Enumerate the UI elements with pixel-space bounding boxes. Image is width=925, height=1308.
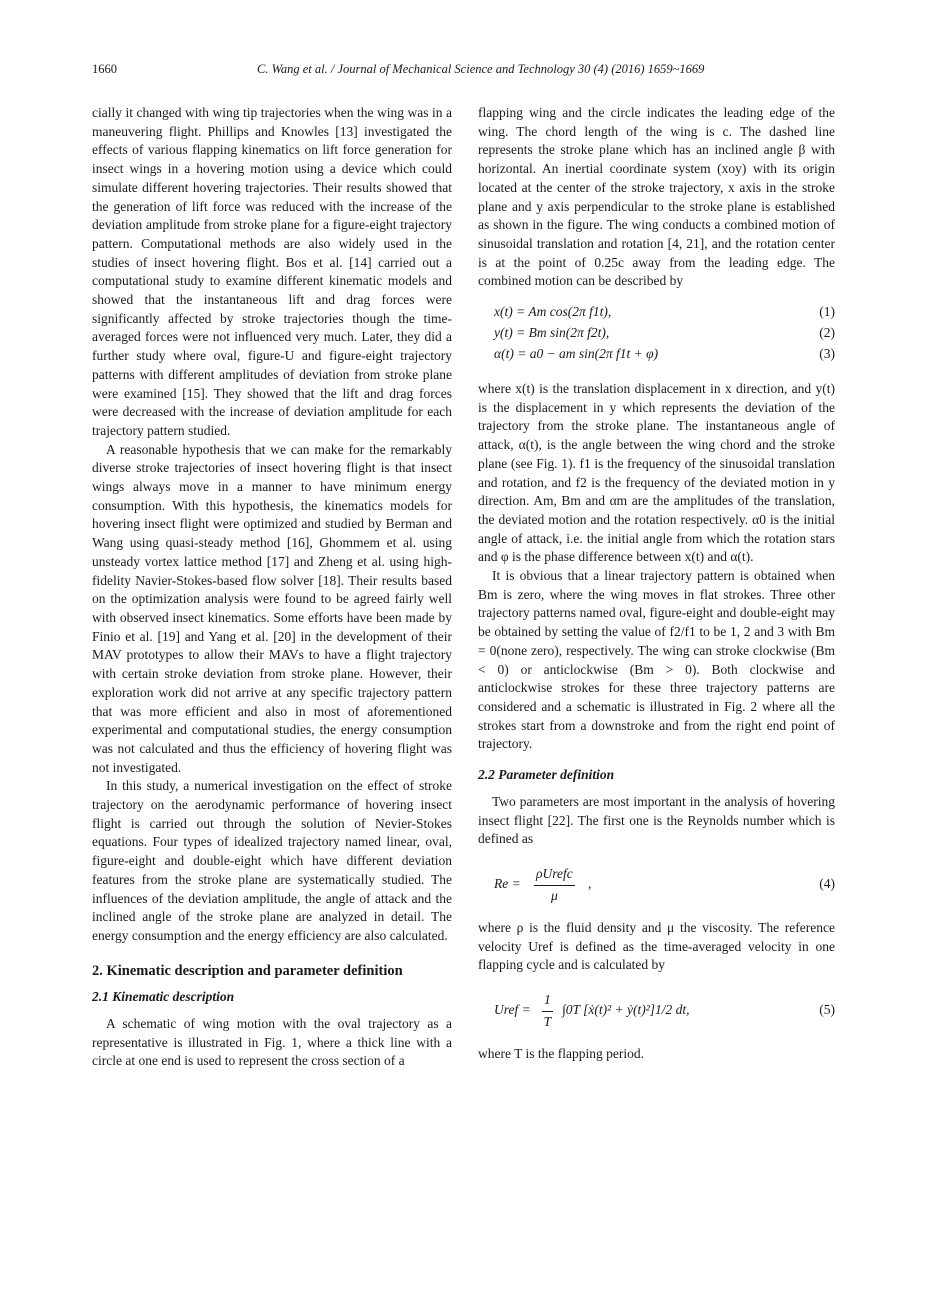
- equation-body: ∫0T [ẋ(t)² + ẏ(t)²]1/2 dt,: [562, 1002, 690, 1018]
- equation-number: (1): [819, 304, 835, 320]
- paragraph: A reasonable hypothesis that we can make for the remarkably diverse stroke trajectories of insect hovering flight is that insect wings always move in a manner to have minimum energy consumption. With this hypothesis, the kinematics models for hovering insect flight were optimized and studied by Berman and Wang using quasi-steady method [16], Ghommem et al. using unsteady vortex lattice method [17] and Zheng et al. using high-fidelity Navier-Stokes-based flow solver [18]. Their results based on the optimization analysis were found to be agreed fairly well with observed insect kinematics. Some efforts have been made by Finio et al. [19] and Yang et al. [20] in the development of their MAV prototypes to allow their MAVs to have a flight trajectory with certain stroke deviation from stroke plane. However, their exploration work did not arrive at any specific trajectory pattern that was more efficient and also in most of aforementioned experimental and computational studies, the energy consumption was not calculated and thus the efficiency of hovering flight was not investigated.: [92, 441, 452, 775]
- equation-2: [478, 324, 835, 345]
- fraction-denominator: T: [543, 1013, 552, 1029]
- subsection-heading: 2.1 Kinematic description: [92, 989, 235, 1005]
- paragraph: flapping wing and the circle indicates the leading edge of the wing. The chord length of the wing is c. The dashed line represents the stroke plane which has an inclined angle β with horizontal. An inertial coordinate system (xoy) with its origin located at the center of the stroke trajectory, x axis in the stroke plane and y axis perpendicular to the stroke plane is established as shown in the figure. The wing conducts a combined motion of sinusoidal translation and rotation [4, 21], and the rotation center is at the point of 0.25c away from the leading edge. The combined motion can be described by: [478, 105, 835, 289]
- equation-body: x(t) = Am cos(2π f1t),: [494, 304, 612, 320]
- subsection-heading: 2.2 Parameter definition: [478, 767, 615, 783]
- equation-number: (4): [819, 875, 835, 891]
- equation-1: [478, 303, 835, 324]
- equation-block: [478, 303, 835, 366]
- equation-number: (3): [819, 346, 835, 362]
- paragraph: cially it changed with wing tip trajectories when the wing was in a maneuvering flight. Phillips and Knowles [13] investigated the effects of various flapping kinematics on lift force generation for insect wings in a hovering motion using a device which could simulate different hovering trajectories. Their results showed that the generation of lift force was reduced with the increase of the deviation amplitude from stroke plane for a figure-eight trajectory pattern. Computational methods are also widely used in the studies of insect hovering flight. Bos et al. [14] carried out a computational study to examine different kinematic models and showed that the instantaneous lift and drag forces were significantly affected by stroke trajectories though the time-averaged forces were not influenced very much. Later, they did a further study where oval, figure-U and figure-eight trajectory patterns with different amplitudes of deviation from stroke plane were examined [15]. They showed that the lift and drag forces were decreased with the increase of deviation amplitude for each trajectory pattern studied.: [92, 105, 452, 438]
- page-number: 1660: [92, 62, 117, 76]
- paragraph: where x(t) is the translation displacement in x direction, and y(t) is the displacement in y which represents the deviation of the trajectory from the stroke plane. The instantaneous angle of attack, α(t), is the angle between the wing chord and the stroke plane (see Fig. 1). f1 is the frequency of the sinusoidal translation and rotation, and f2 is the frequency of the deviated motion in y direction. Am, Bm and αm are the amplitudes of the translation, the deviated motion and the rotation respectively. α0 is the initial angle of attack, i.e. the initial angle from which the rotation stars and φ is the phase difference between x(t) and α(t).: [478, 381, 835, 565]
- equation-fraction: [534, 865, 575, 905]
- equation-number: (2): [819, 325, 835, 341]
- fraction-numerator: 1: [542, 991, 553, 1012]
- equation-lhs: Uref =: [494, 1002, 531, 1018]
- equation-body: y(t) = Bm sin(2π f2t),: [494, 325, 610, 341]
- equation-5: [478, 989, 835, 1033]
- paragraph: In this study, a numerical investigation on the effect of stroke trajectory on the aerodynamic performance of hovering insect flight is carried out through the solution of Nevier-Stokes equations. Four types of idealized trajectory named linear, oval, figure-eight and double-eight which have different deviation features from the stroke plane are systematically studied. The influences of the deviation amplitude, the angle of attack and the inclined angle of the stroke plane are analyzed in detail. The energy consumption and the energy efficiency are also calculated.: [92, 778, 452, 943]
- paragraph: It is obvious that a linear trajectory pattern is obtained when Bm is zero, where the wing moves in flat strokes. Three other trajectory patterns named oval, figure-eight and double-eight may be obtained by setting the value of f2/f1 to be 1, 2 and 3 with Bm = 0(none zero), respectively. The wing can stroke clockwise (Bm < 0) or anticlockwise (Bm > 0). Both clockwise and anticlockwise strokes for these three trajectory patterns are considered and a schematic is illustrated in Fig. 2 where all the strokes start from a downstroke and from the right end point of trajectory.: [478, 568, 835, 752]
- equation-3: [478, 345, 835, 366]
- paragraph: Two parameters are most important in the analysis of hovering insect flight [22]. The first one is the Reynolds number which is defined as: [478, 793, 835, 847]
- equation-tail: ,: [588, 875, 592, 891]
- equation-lhs: Re =: [494, 875, 521, 891]
- page-header: [92, 62, 834, 82]
- equation-fraction: [542, 991, 553, 1031]
- left-column: [92, 104, 452, 1071]
- equation-body: α(t) = a0 − am sin(2π f1t + φ): [494, 346, 659, 362]
- equation-4: [478, 863, 835, 907]
- paragraph: where ρ is the fluid density and μ the viscosity. The reference velocity Uref is defined as the time-averaged velocity in one flapping cycle and is calculated by: [478, 919, 835, 973]
- paragraph: A schematic of wing motion with the oval trajectory as a representative is illustrated in Fig. 1, where a thick line with a circle at one end is used to represent the cross section of a: [92, 1016, 452, 1069]
- section-heading: 2. Kinematic description and parameter definition: [92, 962, 403, 979]
- paragraph: where T is the flapping period.: [478, 1046, 644, 1062]
- fraction-denominator: μ: [550, 887, 558, 903]
- right-column: [478, 104, 835, 1064]
- journal-reference: C. Wang et al. / Journal of Mechanical Science and Technology 30 (4) (2016) 1659~1669: [257, 62, 705, 76]
- fraction-numerator: ρUrefc: [534, 865, 575, 886]
- equation-number: (5): [819, 1002, 835, 1018]
